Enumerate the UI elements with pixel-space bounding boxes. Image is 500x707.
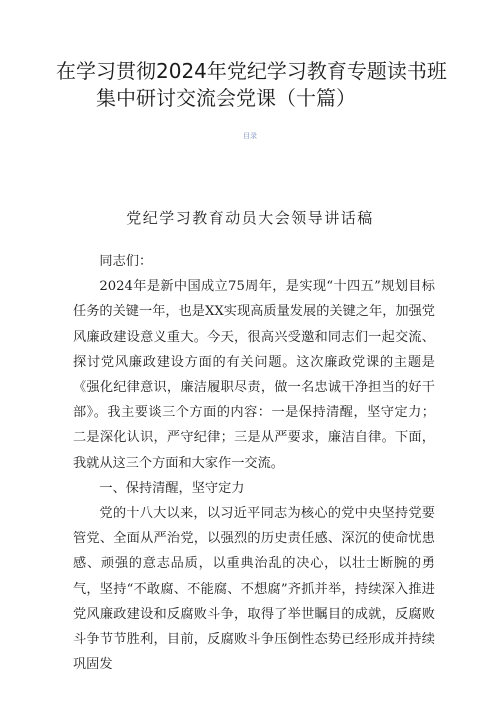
subheading-paragraph: 一、保持清醒，坚守定力 (99, 480, 245, 496)
body-paragraph: 党的十八大以来，以习近平同志为核心的党中央坚持党要管党、全面从严治党，以强烈的历史责任感、深沉的使命忧患感、顽强的意志品质，以重典治乱的决心，以壮士断腕的勇气，坚持“不敢腐、不能腐、不想腐”齐抓并举，持续深入推进党风廉政建设和反腐败斗争，取得了举世瞩目的成就，反腐败斗争节节胜利，目前，反腐败斗争压倒性态势已经形成并持续巩固发 (73, 506, 435, 673)
document-title-line-2: 集中研讨交流会党课（十篇） (96, 86, 356, 110)
document-title (56, 58, 456, 112)
salutation-paragraph: 同志们： (99, 254, 153, 269)
body-text (73, 249, 435, 677)
table-of-contents-link[interactable]: 目录 (243, 132, 257, 140)
document-title-line-1: 在学习贯彻2024年党纪学习教育专题读书班 (56, 59, 447, 83)
section-title: 党纪学习教育动员大会领导讲话稿 (126, 209, 374, 227)
intro-paragraph: 2024年是新中国成立75周年，是实现“十四五”规划目标任务的关键一年，也是XX实现高质量发展的关键之年，加强党风廉政建设意义重大。今天，很高兴受邀和同志们一起交流、探讨党风廉政建设方面的有关问题。这次廉政党课的主题是《强化纪律意识，廉洁履职尽责，做一名忠诚干净担当的好干部》。我主要谈三个方面的内容：一是保持清醒，坚守定力；二是深化认识，严守纪律；三是从严要求，廉洁自律。下面，我就从这三个方面和大家作一交流。 (73, 279, 435, 471)
